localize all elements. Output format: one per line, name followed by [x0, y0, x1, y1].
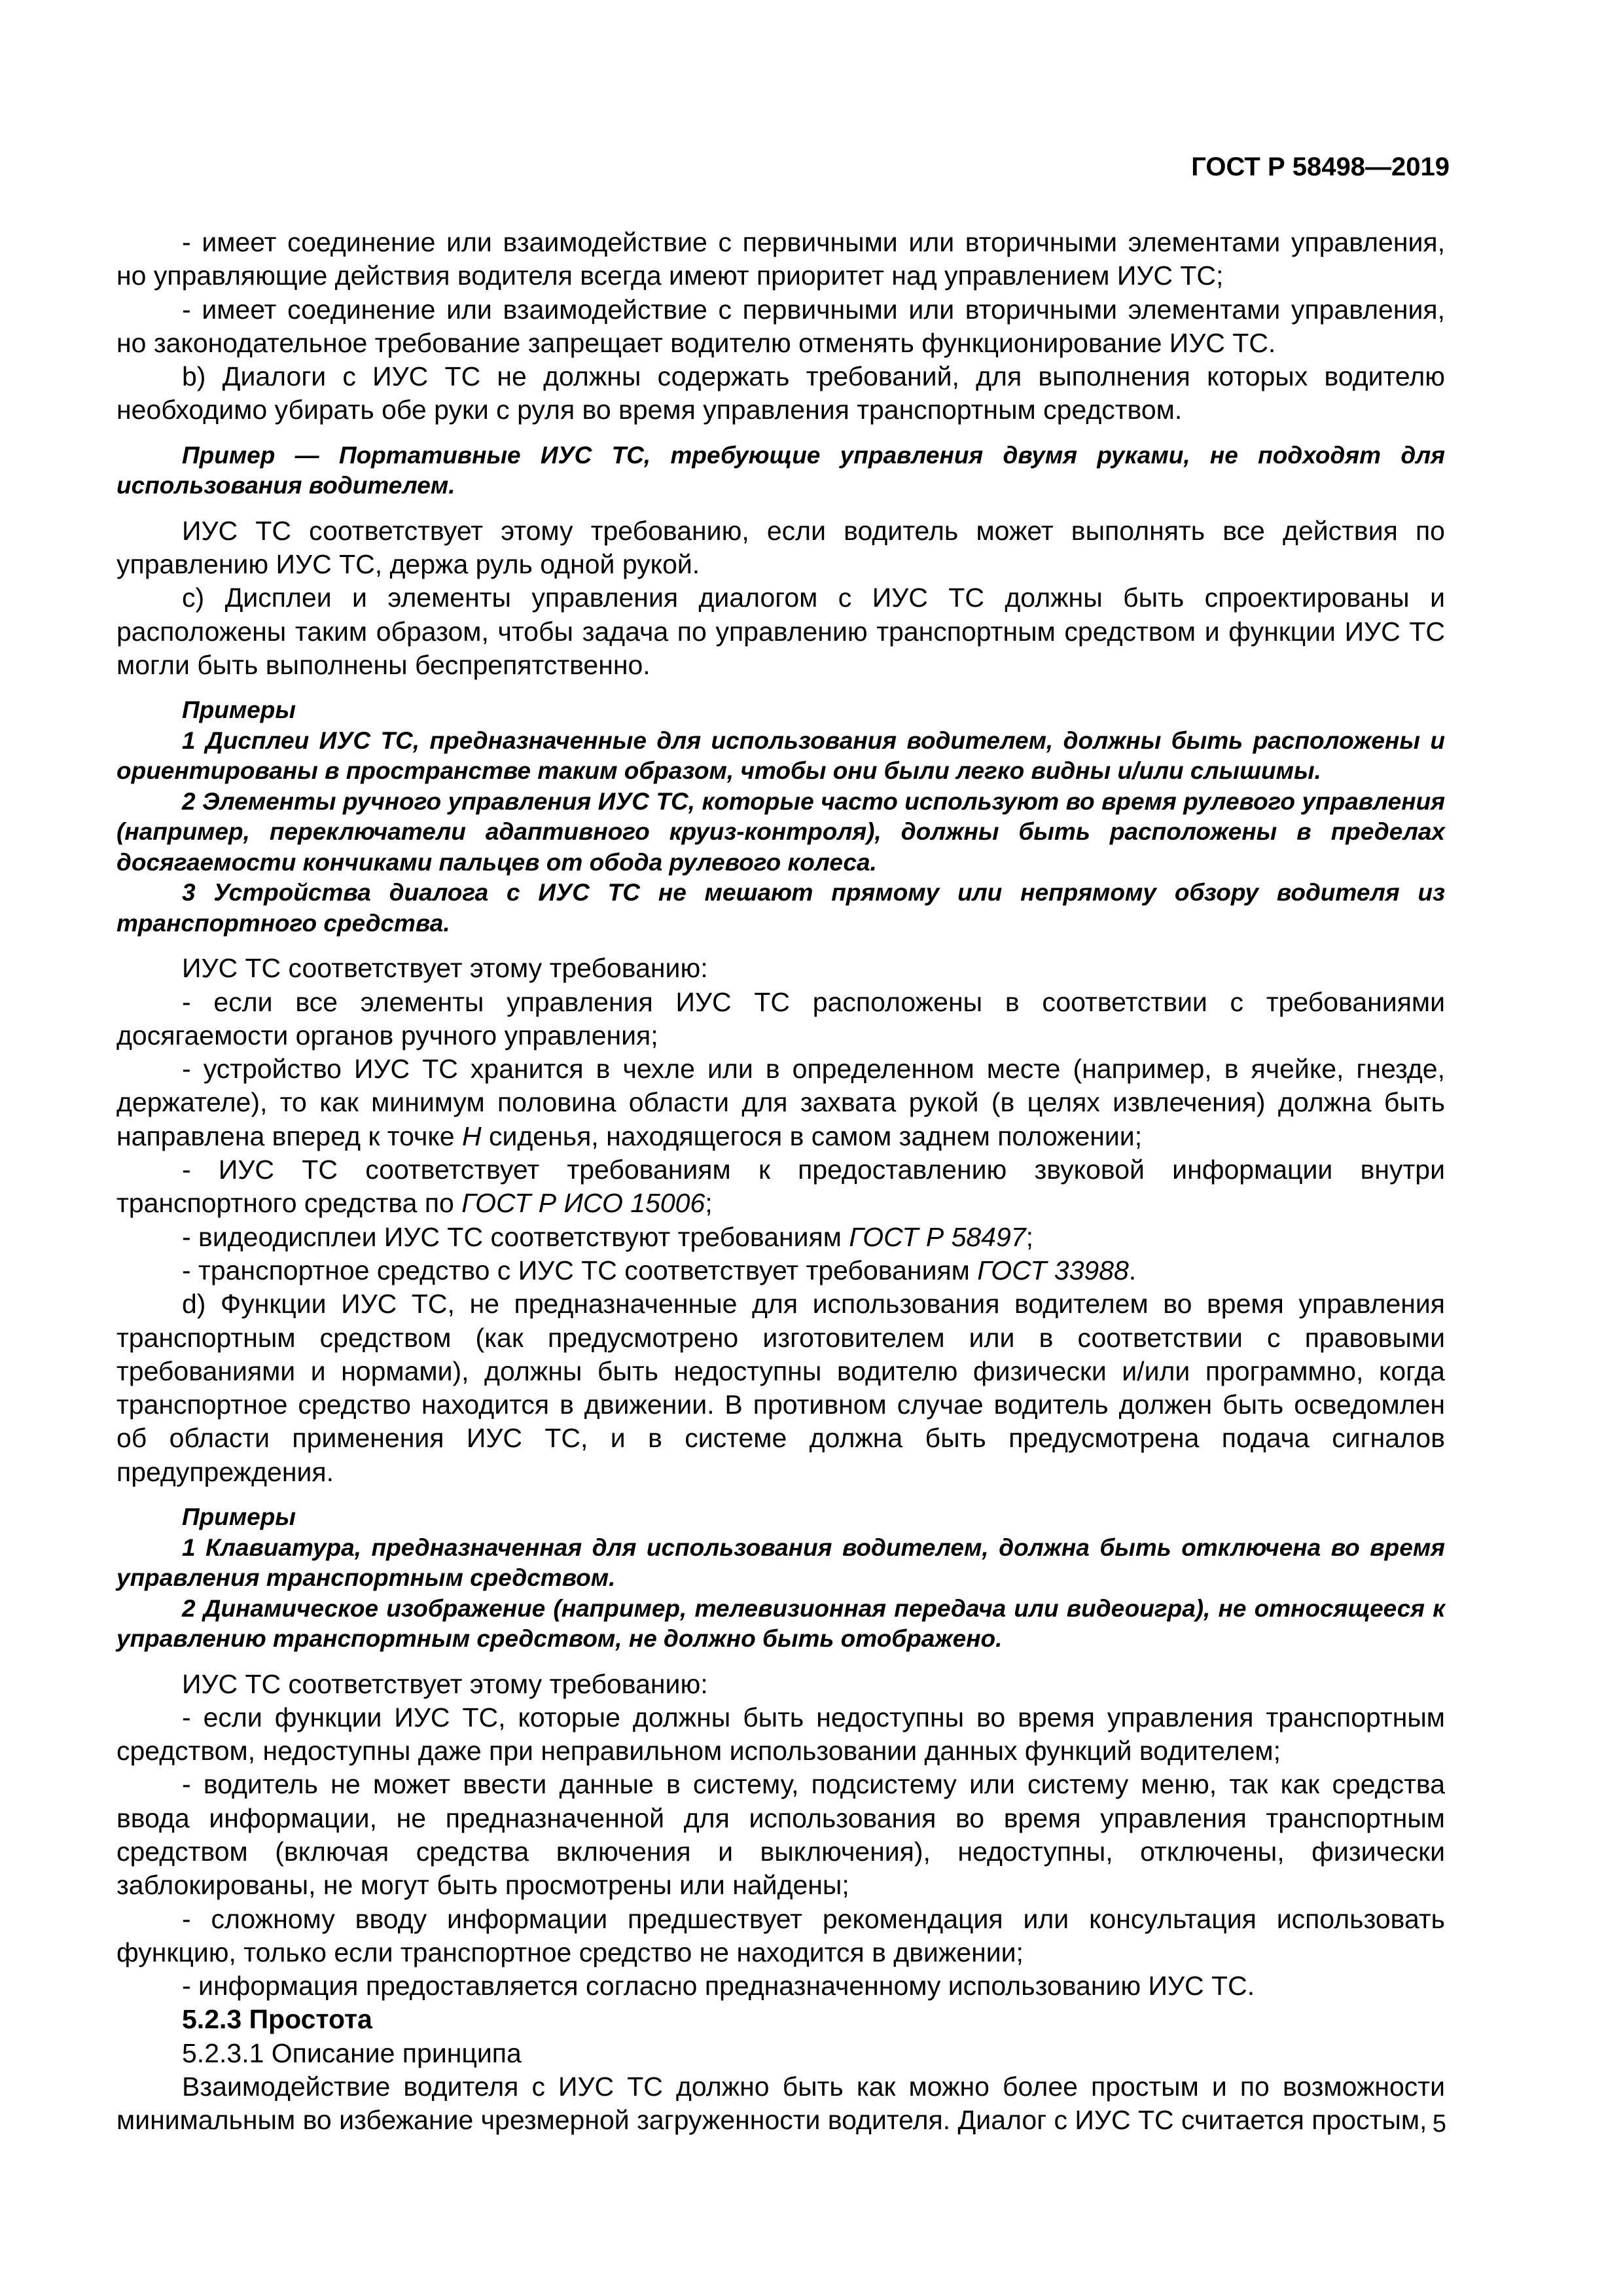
section-heading: 5.2.3 Простота [182, 2004, 372, 2035]
text-segment: - ИУС ТС соответствует требованиям к предоставлению звуковой информации внутри транспортного средства по [116, 1155, 1445, 1219]
example-paragraph: 2 Динамическое изображение (например, телевизионная передача или видеоигра), не относящееся к управлению транспортным средством, не должно быть отображено. [116, 1594, 1445, 1653]
page-number: 5 [1432, 2110, 1446, 2138]
body-paragraph: - если функции ИУС ТС, которые должны быть недоступны во время управления транспортным средством, недоступны даже при неправильном использовании данных функций водителем; [116, 1702, 1445, 1767]
body-paragraph: - если все элементы управления ИУС ТС расположены в соответствии с требованиями досягаемости органов ручного управления; [116, 986, 1445, 1050]
body-paragraph: - водитель не может ввести данные в систему, подсистему или систему меню, так как средства ввода информации, не предназначенной для использования во время управления транспортным средством (включая средства включения и выключения), недоступны, отключены, физически заблокированы, не могут быть просмотрены или найдены; [116, 1769, 1445, 1901]
document-header: ГОСТ Р 58498—2019 [1191, 152, 1450, 181]
body-paragraph: - сложному вводу информации предшествует рекомендация или консультация использовать функцию, только если транспортное средство не находится в движении; [116, 1903, 1445, 1967]
body-paragraph: b) Диалоги с ИУС ТС не должны содержать требований, для выполнения которых водителю необходимо убирать обе руки с руля во время управления транспортным средством. [116, 361, 1445, 425]
body-paragraph: d) Функции ИУС ТС, не предназначенные для использования водителем во время управления транспортным средством (как предусмотрено изготовителем или в соответствии с правовыми требованиями и нормами), должны быть недоступны водителю физически и/или программно, когда транспортное средство находится в движении. В противном случае водитель должен быть осведомлен об области применения ИУС ТС, и в системе должна быть предусмотрена подача сигналов предупреждения. [116, 1289, 1445, 1487]
text-segment: сиденья, находящегося в самом заднем положении; [481, 1121, 1143, 1151]
text-segment: - видеодисплеи ИУС ТС соответствуют требованиям [182, 1221, 849, 1252]
text-segment: - устройство ИУС ТС хранится в чехле или в определенном месте (например, в ячейке, гнезде, держателе), то как минимум половина области для захвата рукой (в целях извлечения) должна быть направлена вперед к точке [116, 1054, 1445, 1151]
body-paragraph [116, 1153, 1445, 1221]
body-paragraph: c) Дисплеи и элементы управления диалогом с ИУС ТС должны быть спроектированы и расположены таким образом, чтобы задача по управлению транспортным средством и функции ИУС ТС могли быть выполнены беспрепятственно. [116, 583, 1445, 680]
text-segment: - транспортное средство с ИУС ТС соответствует требованиям [182, 1255, 978, 1285]
spacer [116, 427, 1445, 440]
italic-reference: ГОСТ Р ИСО 15006 [461, 1188, 705, 1219]
italic-reference: H [461, 1121, 482, 1151]
document-body [116, 226, 1445, 2138]
body-paragraph: 5.2.3.1 Описание принципа [182, 2037, 522, 2068]
text-segment: ; [1026, 1221, 1033, 1252]
body-paragraph [116, 1254, 1445, 1287]
spacer [116, 682, 1445, 695]
body-paragraph [116, 1221, 1445, 1254]
body-paragraph: ИУС ТС соответствует этому требованию: [182, 953, 708, 984]
text-segment: ; [705, 1188, 713, 1219]
body-paragraph: ИУС ТС соответствует этому требованию, если водитель может выполнять все действия по управлению ИУС ТС, держа руль одной рукой. [116, 515, 1445, 580]
spacer [116, 1489, 1445, 1502]
spacer [116, 501, 1445, 514]
body-paragraph: - имеет соединение или взаимодействие с первичными или вторичными элементами управления, но управляющие действия водителя всегда имеют приоритет над управлением ИУС ТС; [116, 227, 1445, 291]
example-paragraph: Пример — Портативные ИУС ТС, требующие управления двумя руками, не подходят для использования водителем. [116, 441, 1445, 499]
italic-reference: ГОСТ Р 58497 [849, 1221, 1026, 1252]
spacer [116, 939, 1445, 952]
text-segment: . [1128, 1255, 1137, 1285]
italic-reference: ГОСТ 33988 [977, 1255, 1129, 1285]
example-paragraph: 1 Дисплеи ИУС ТС, предназначенные для использования водителем, должны быть расположены и ориентированы в пространстве таким образом, чтобы они были легко видны и/или слышимы. [116, 726, 1445, 785]
spacer [116, 1655, 1445, 1668]
example-paragraph: 1 Клавиатура, предназначенная для использования водителем, должна быть отключена во время управления транспортным средством. [116, 1534, 1445, 1592]
body-paragraph [116, 1052, 1445, 1153]
body-paragraph: - имеет соединение или взаимодействие с первичными или вторичными элементами управления, но законодательное требование запрещает водителю отменять функционирование ИУС ТС. [116, 294, 1445, 358]
body-paragraph: Взаимодействие водителя с ИУС ТС должно быть как можно более простым и по возможности минимальным во избежание чрезмерной загруженности водителя. Диалог с ИУС ТС считается простым, [116, 2072, 1445, 2136]
example-paragraph: Примеры [182, 696, 296, 724]
example-paragraph: 2 Элементы ручного управления ИУС ТС, которые часто используют во время рулевого управления (например, переключатели адаптивного круиз-контроля), должны быть расположены в пределах досягаемости кончиками пальцев от обода рулевого колеса. [116, 787, 1445, 876]
body-paragraph: ИУС ТС соответствует этому требованию: [182, 1668, 708, 1699]
example-paragraph: Примеры [182, 1503, 296, 1531]
body-paragraph: - информация предоставляется согласно предназначенному использованию ИУС ТС. [182, 1971, 1255, 2001]
example-paragraph: 3 Устройства диалога с ИУС ТС не мешают прямому или непрямому обзору водителя из транспортного средства. [116, 879, 1445, 937]
